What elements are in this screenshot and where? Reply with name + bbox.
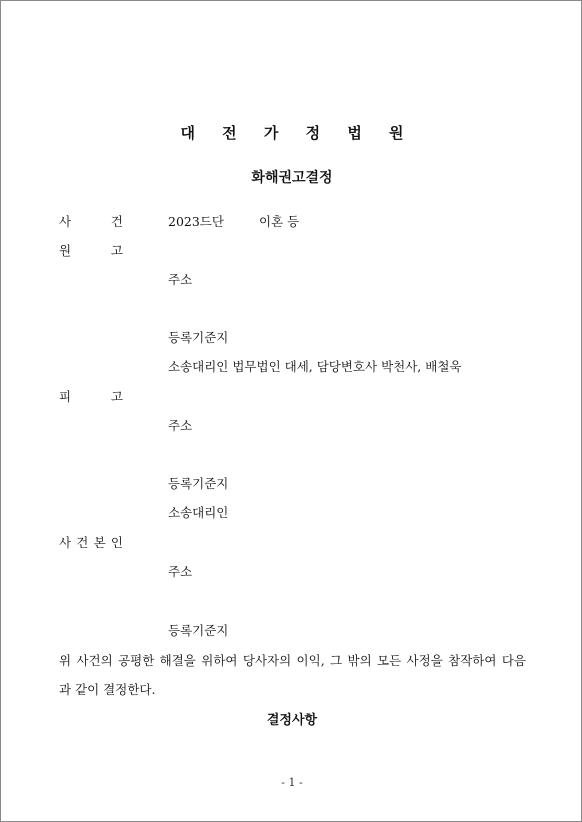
defendant-registry-label: 등록기준지	[168, 476, 229, 491]
case-label-char: 건	[110, 214, 123, 229]
defendant-label-char: 고	[110, 389, 123, 404]
plaintiff-registry-label: 등록기준지	[168, 330, 229, 345]
principal-label	[59, 533, 123, 551]
case-number: 2023드단	[168, 214, 224, 229]
principal-registry-label: 등록기준지	[168, 623, 229, 638]
defendant-address-label: 주소	[168, 418, 193, 433]
plaintiff-attorney: 소송대리인 법무법인 대세, 담당변호사 박천사, 배철욱	[168, 359, 462, 374]
defendant-label	[59, 387, 123, 405]
principal-label-char: 본	[93, 535, 106, 550]
plaintiff-label-char: 원	[59, 243, 72, 258]
plaintiff-label	[59, 241, 123, 259]
section-title: 결정사항	[266, 713, 318, 728]
court-name: 대 전 가 정 법 원	[180, 124, 415, 142]
defendant-attorney: 소송대리인	[168, 505, 229, 520]
body-text-line: 위 사건의 공평한 해결을 위하여 당사자의 이익, 그 밖의 모든 사정을 참작하여 다음	[59, 653, 526, 668]
defendant-label-char: 피	[59, 389, 72, 404]
case-label-char: 사	[59, 214, 72, 229]
principal-address-label: 주소	[168, 564, 193, 579]
plaintiff-address-label: 주소	[168, 272, 193, 287]
document-title: 화해권고결정	[251, 170, 333, 186]
page-number: - 1 -	[281, 776, 303, 789]
plaintiff-label-char: 고	[110, 243, 123, 258]
principal-label-char: 건	[76, 535, 89, 550]
principal-label-char: 사	[59, 535, 72, 550]
case-name: 이혼 등	[259, 214, 300, 229]
principal-label-char: 인	[110, 535, 123, 550]
body-text-line: 과 같이 결정한다.	[59, 682, 156, 697]
case-label	[59, 212, 123, 230]
